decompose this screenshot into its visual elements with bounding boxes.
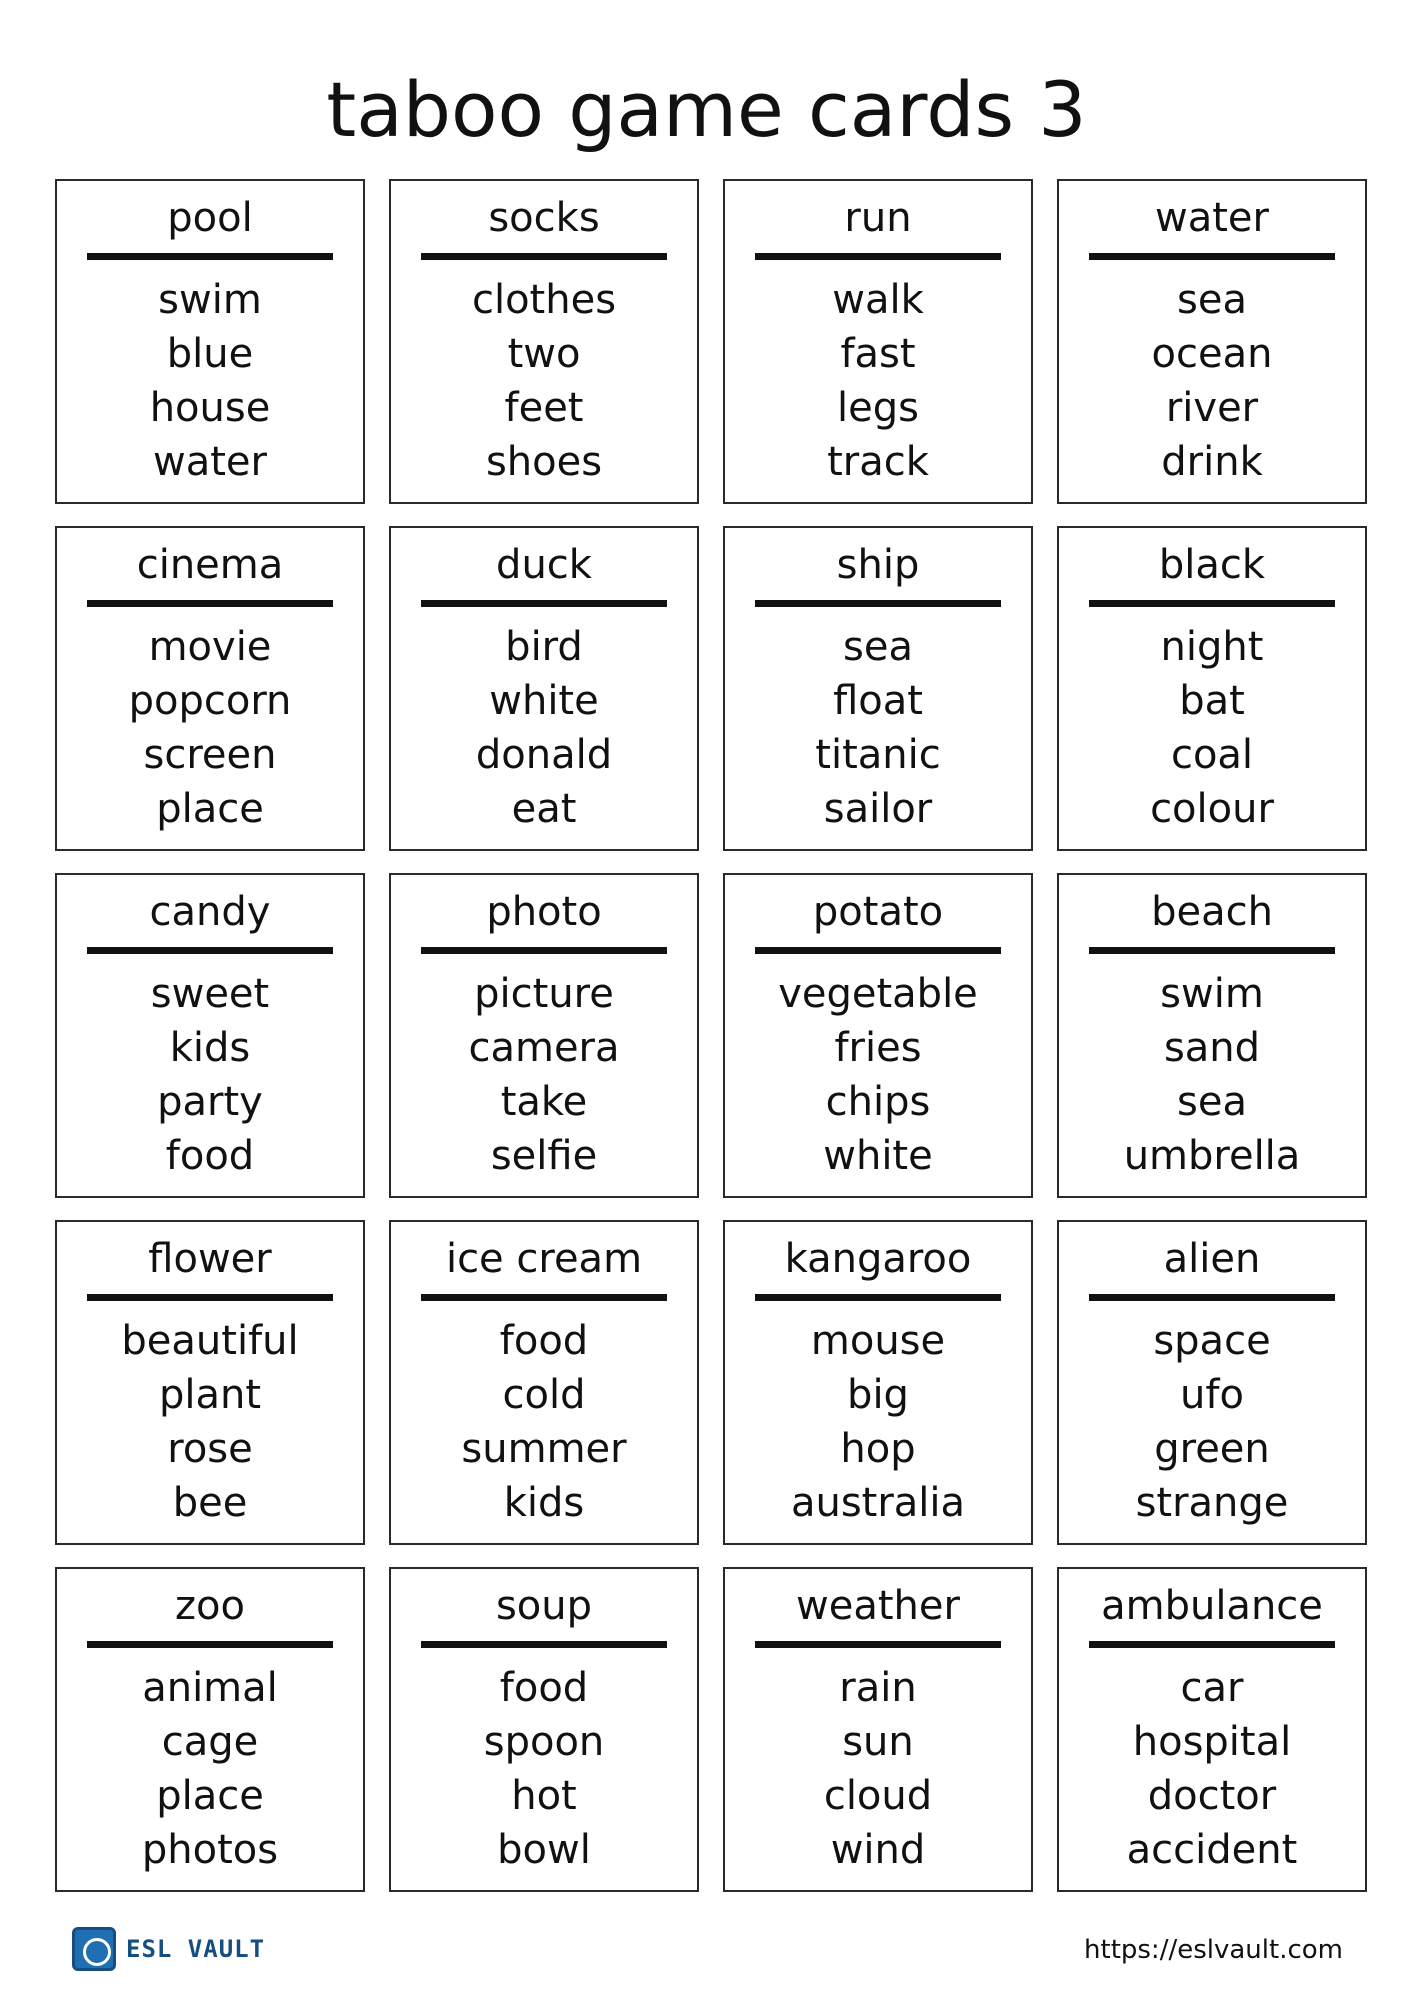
card-target-word: kangaroo — [784, 1236, 972, 1282]
taboo-word: beautiful — [121, 1318, 299, 1364]
taboo-word: rain — [839, 1665, 917, 1711]
taboo-word: white — [489, 678, 599, 724]
esl-vault-logo — [72, 1927, 265, 1971]
taboo-word-list — [725, 273, 1031, 489]
taboo-word: australia — [790, 1480, 966, 1526]
taboo-word-list — [1059, 1314, 1365, 1530]
taboo-word: food — [499, 1318, 589, 1364]
taboo-word: mouse — [810, 1318, 946, 1364]
card-target-word: soup — [495, 1583, 593, 1629]
taboo-word: clothes — [471, 277, 617, 323]
taboo-word: sand — [1163, 1025, 1261, 1071]
taboo-word-list — [57, 967, 363, 1183]
taboo-card — [389, 1567, 699, 1892]
taboo-word-list — [725, 967, 1031, 1183]
taboo-word: summer — [461, 1426, 627, 1472]
taboo-word: night — [1160, 624, 1264, 670]
card-divider — [755, 1641, 1001, 1648]
taboo-word: camera — [468, 1025, 620, 1071]
card-divider — [421, 947, 667, 954]
taboo-word: bowl — [497, 1827, 591, 1873]
card-target-word: alien — [1163, 1236, 1261, 1282]
taboo-word: food — [499, 1665, 589, 1711]
taboo-word-list — [57, 1661, 363, 1877]
taboo-word: swim — [158, 277, 262, 323]
card-target-word: photo — [486, 889, 602, 935]
taboo-card — [723, 1220, 1033, 1545]
taboo-card — [723, 873, 1033, 1198]
taboo-word: hop — [840, 1426, 916, 1472]
card-target-word: ice cream — [445, 1236, 643, 1282]
taboo-word: sea — [843, 624, 913, 670]
taboo-word: doctor — [1147, 1773, 1277, 1819]
card-divider — [421, 253, 667, 260]
card-divider — [421, 600, 667, 607]
taboo-word: legs — [837, 385, 919, 431]
taboo-word-list — [725, 1661, 1031, 1877]
taboo-word-list — [391, 1314, 697, 1530]
taboo-word: swim — [1160, 971, 1264, 1017]
taboo-word: big — [847, 1372, 909, 1418]
card-target-word: flower — [148, 1236, 272, 1282]
taboo-card — [389, 526, 699, 851]
card-divider — [755, 947, 1001, 954]
card-target-word: pool — [167, 195, 253, 241]
card-divider — [755, 600, 1001, 607]
card-divider — [1089, 1641, 1335, 1648]
taboo-word: ufo — [1180, 1372, 1244, 1418]
taboo-word: picture — [474, 971, 614, 1017]
taboo-card — [55, 1567, 365, 1892]
taboo-word-list — [391, 620, 697, 836]
taboo-word: sea — [1177, 277, 1247, 323]
taboo-card — [55, 179, 365, 504]
taboo-word: plant — [158, 1372, 262, 1418]
taboo-word: drink — [1161, 439, 1263, 485]
card-target-word: water — [1155, 195, 1269, 241]
taboo-word: wind — [830, 1827, 926, 1873]
card-target-word: duck — [496, 542, 592, 588]
taboo-word-list — [391, 1661, 697, 1877]
card-divider — [87, 253, 333, 260]
taboo-card — [723, 1567, 1033, 1892]
taboo-word: place — [156, 786, 264, 832]
taboo-word: shoes — [485, 439, 603, 485]
taboo-word-list — [1059, 273, 1365, 489]
taboo-word: sweet — [150, 971, 270, 1017]
taboo-word: white — [823, 1133, 933, 1179]
taboo-card — [389, 1220, 699, 1545]
card-target-word: ship — [836, 542, 920, 588]
taboo-word: sun — [842, 1719, 914, 1765]
card-divider — [421, 1641, 667, 1648]
taboo-word: walk — [832, 277, 924, 323]
taboo-word: float — [833, 678, 923, 724]
taboo-word: colour — [1150, 786, 1274, 832]
taboo-word: water — [153, 439, 267, 485]
card-divider — [87, 1641, 333, 1648]
card-divider — [87, 1294, 333, 1301]
taboo-card — [1057, 873, 1367, 1198]
card-target-word: beach — [1151, 889, 1273, 935]
taboo-word-list — [725, 1314, 1031, 1530]
taboo-word-list — [391, 967, 697, 1183]
taboo-word: green — [1154, 1426, 1270, 1472]
taboo-card — [1057, 526, 1367, 851]
taboo-word: titanic — [815, 732, 941, 778]
taboo-word: coal — [1170, 732, 1254, 778]
taboo-word: selfie — [490, 1133, 598, 1179]
taboo-word: screen — [143, 732, 277, 778]
taboo-card — [1057, 1220, 1367, 1545]
footer-url: https://eslvault.com — [1084, 1935, 1343, 1965]
taboo-word: spoon — [483, 1719, 605, 1765]
taboo-word-list — [725, 620, 1031, 836]
taboo-word: rose — [167, 1426, 253, 1472]
taboo-word: donald — [475, 732, 613, 778]
card-target-word: zoo — [175, 1583, 245, 1629]
taboo-word: ocean — [1151, 331, 1273, 377]
taboo-word: popcorn — [128, 678, 292, 724]
card-target-word: black — [1158, 542, 1266, 588]
taboo-word-list — [57, 273, 363, 489]
taboo-word: fast — [840, 331, 916, 377]
card-target-word: cinema — [136, 542, 284, 588]
vault-icon — [72, 1927, 116, 1971]
card-divider — [755, 1294, 1001, 1301]
taboo-word: umbrella — [1123, 1133, 1301, 1179]
taboo-word: strange — [1135, 1480, 1289, 1526]
taboo-word: place — [156, 1773, 264, 1819]
taboo-word-list — [391, 273, 697, 489]
taboo-word-list — [1059, 1661, 1365, 1877]
card-divider — [1089, 253, 1335, 260]
taboo-word: animal — [142, 1665, 278, 1711]
taboo-word: hot — [511, 1773, 577, 1819]
taboo-word: vegetable — [778, 971, 978, 1017]
logo-text: ESL VAULT — [126, 1935, 266, 1963]
taboo-word: bird — [505, 624, 583, 670]
card-divider — [1089, 600, 1335, 607]
taboo-word: kids — [169, 1025, 251, 1071]
taboo-word: cage — [161, 1719, 259, 1765]
page-title: taboo game cards 3 — [326, 65, 1087, 154]
taboo-word: sea — [1177, 1079, 1247, 1125]
taboo-word: take — [500, 1079, 588, 1125]
taboo-card — [389, 179, 699, 504]
taboo-card — [1057, 179, 1367, 504]
taboo-word: car — [1180, 1665, 1244, 1711]
taboo-word: track — [827, 439, 929, 485]
taboo-word: photos — [141, 1827, 279, 1873]
taboo-word: movie — [148, 624, 272, 670]
card-target-word: run — [844, 195, 912, 241]
taboo-word: bee — [172, 1480, 248, 1526]
taboo-card — [389, 873, 699, 1198]
taboo-word: two — [507, 331, 581, 377]
taboo-word: hospital — [1132, 1719, 1292, 1765]
taboo-word-list — [1059, 620, 1365, 836]
taboo-card — [55, 873, 365, 1198]
taboo-word: space — [1153, 1318, 1271, 1364]
taboo-word: bat — [1179, 678, 1245, 724]
taboo-word: party — [157, 1079, 263, 1125]
taboo-word: river — [1165, 385, 1259, 431]
taboo-word: cold — [502, 1372, 586, 1418]
taboo-word: accident — [1126, 1827, 1298, 1873]
taboo-word-list — [1059, 967, 1365, 1183]
card-target-word: weather — [796, 1583, 960, 1629]
taboo-card — [55, 1220, 365, 1545]
taboo-word-list — [57, 1314, 363, 1530]
card-divider — [755, 253, 1001, 260]
card-divider — [421, 1294, 667, 1301]
taboo-word: food — [165, 1133, 255, 1179]
taboo-word: fries — [834, 1025, 922, 1071]
taboo-word: chips — [825, 1079, 931, 1125]
card-divider — [87, 947, 333, 954]
card-target-word: ambulance — [1101, 1583, 1323, 1629]
card-grid — [55, 179, 1368, 1892]
taboo-word: feet — [504, 385, 584, 431]
taboo-word-list — [57, 620, 363, 836]
taboo-card — [723, 179, 1033, 504]
taboo-word: sailor — [823, 786, 933, 832]
taboo-card — [723, 526, 1033, 851]
card-target-word: potato — [812, 889, 944, 935]
taboo-card — [1057, 1567, 1367, 1892]
taboo-word: cloud — [823, 1773, 933, 1819]
taboo-word: house — [149, 385, 271, 431]
card-divider — [87, 600, 333, 607]
card-target-word: socks — [488, 195, 600, 241]
taboo-word: eat — [511, 786, 577, 832]
card-divider — [1089, 947, 1335, 954]
taboo-card — [55, 526, 365, 851]
taboo-word: kids — [503, 1480, 585, 1526]
taboo-word: blue — [166, 331, 254, 377]
card-target-word: candy — [149, 889, 271, 935]
card-divider — [1089, 1294, 1335, 1301]
